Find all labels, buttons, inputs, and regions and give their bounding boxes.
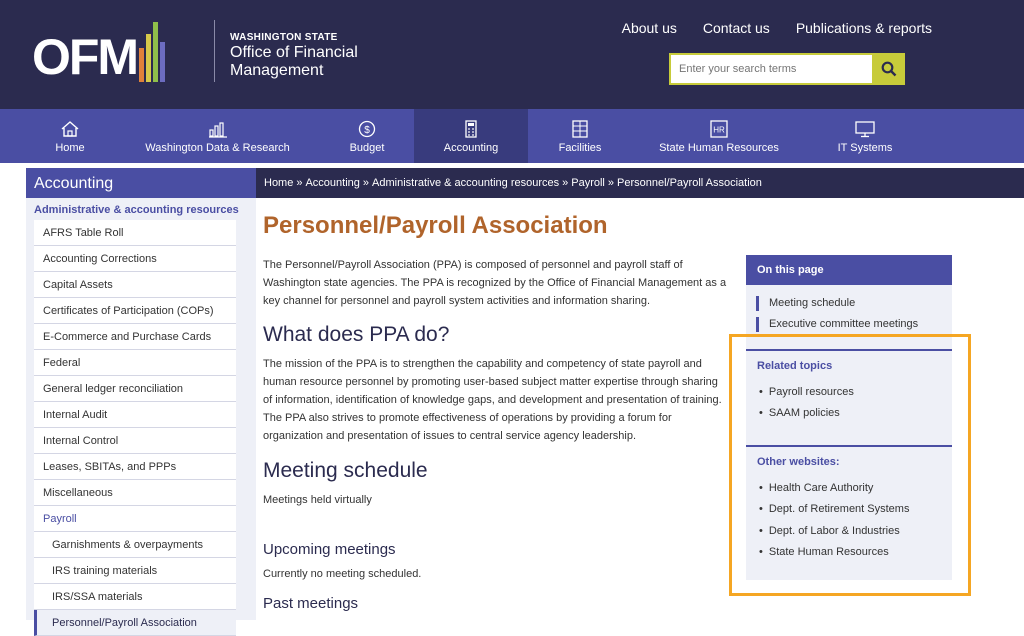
sidebar-subitem[interactable]: Garnishments & overpayments (34, 532, 236, 558)
other-website-link[interactable]: • Dept. of Labor & Industries (759, 525, 900, 537)
sidebar-subitem-current[interactable]: Personnel/Payroll Association (34, 610, 236, 636)
heading-meeting-schedule: Meeting schedule (263, 459, 428, 482)
other-website-link[interactable]: • Health Care Authority (759, 482, 873, 494)
calculator-icon (461, 120, 481, 138)
building-icon (570, 120, 590, 138)
top-links (622, 20, 932, 36)
ofm-logo[interactable] (32, 20, 167, 85)
mission-line: of information, identification of knowledge gaps, and development and presentation of training. (263, 394, 722, 406)
search-input[interactable] (669, 53, 872, 85)
breadcrumb-current: Personnel/Payroll Association (617, 177, 762, 189)
sidebar-item[interactable]: Accounting Corrections (34, 246, 236, 272)
bar-chart-icon (208, 120, 228, 138)
sidebar-item[interactable]: Capital Assets (34, 272, 236, 298)
nav-accounting[interactable] (414, 109, 528, 163)
monitor-icon (855, 120, 875, 138)
nav-facilities[interactable] (528, 109, 632, 163)
mission-line: human resource personnel by promoting user-based subject matter expertise through sharing (263, 376, 718, 388)
nav-hr-label: State Human Resources (659, 142, 779, 154)
breadcrumb-home[interactable]: Home (264, 177, 294, 189)
sidebar-item-payroll[interactable]: Payroll (34, 506, 236, 532)
breadcrumb: Home » Accounting » Administrative & accounting resources » Payroll » Personnel/Payroll Association (256, 168, 1024, 198)
hr-icon (709, 120, 729, 138)
sidebar (26, 198, 256, 629)
nav-home-label: Home (55, 142, 85, 154)
nav-home[interactable] (40, 109, 100, 163)
intro-line: The Personnel/Payroll Association (PPA) is composed of personnel and payroll staff of (263, 259, 683, 271)
on-this-page-link[interactable]: Executive committee meetings (756, 317, 918, 332)
publications-link[interactable]: Publications & reports (795, 20, 932, 36)
sidebar-item[interactable]: Leases, SBITAs, and PPPs (34, 454, 236, 480)
sidebar-item[interactable]: Federal (34, 350, 236, 376)
heading-past-meetings: Past meetings (263, 595, 359, 612)
sidebar-list (34, 220, 236, 636)
agency-state-label: WASHINGTON STATE (230, 32, 338, 43)
on-this-page-heading: On this page (746, 255, 952, 285)
meeting-text: Meetings held virtually (263, 494, 372, 506)
svg-text:HR: HR (713, 125, 725, 135)
sidebar-item[interactable]: E-Commerce and Purchase Cards (34, 324, 236, 350)
nav-data-research[interactable] (130, 109, 305, 163)
sidebar-item[interactable]: General ledger reconciliation (34, 376, 236, 402)
sidebar-item[interactable]: Miscellaneous (34, 480, 236, 506)
search-button[interactable] (872, 53, 905, 85)
heading-upcoming-meetings: Upcoming meetings (263, 541, 396, 558)
home-icon (60, 120, 80, 138)
related-topic-link[interactable]: • SAAM policies (759, 407, 840, 419)
other-website-link[interactable]: • Dept. of Retirement Systems (759, 503, 909, 515)
agency-name-line1: Office of Financial (230, 44, 358, 61)
breadcrumb-admin-resources[interactable]: Administrative & accounting resources (372, 177, 560, 189)
agency-name-line2: Management (230, 62, 324, 79)
nav-budget[interactable] (322, 109, 412, 163)
sidebar-section-heading[interactable]: Administrative & accounting resources (34, 204, 239, 216)
mission-line: organization and presentation of issues to central service agency leadership. (263, 430, 637, 442)
mission-line: The mission of the PPA is to strengthen the capability and competency of state payroll and (263, 358, 702, 370)
related-topic-link[interactable]: • Payroll resources (759, 386, 854, 398)
other-websites-heading: Other websites: (757, 456, 840, 468)
intro-line: Washington state agencies. The PPA is recognized by the Office of Financial Management as a (263, 277, 727, 289)
sidebar-subitem[interactable]: IRS/SSA materials (34, 584, 236, 610)
dollar-icon (357, 120, 377, 138)
sidebar-item[interactable]: AFRS Table Roll (34, 220, 236, 246)
site-header (0, 0, 1024, 109)
nav-it-label: IT Systems (837, 142, 893, 154)
mission-line: The PPA also strives to promote effectiveness of operations by providing a forum for (263, 412, 672, 424)
sidebar-item[interactable]: Certificates of Participation (COPs) (34, 298, 236, 324)
related-topics-heading: Related topics (757, 360, 833, 372)
nav-facilities-label: Facilities (558, 142, 602, 154)
logo-divider (214, 20, 215, 82)
heading-what-ppa-does: What does PPA do? (263, 323, 450, 346)
nav-it-systems[interactable] (815, 109, 915, 163)
about-us-link[interactable]: About us (621, 20, 677, 36)
logo-text: OFM (32, 29, 138, 85)
breadcrumb-payroll[interactable]: Payroll (571, 177, 605, 189)
highlight-box (729, 334, 971, 596)
page-title: Personnel/Payroll Association (263, 212, 608, 239)
logo-bars-icon (139, 22, 167, 82)
on-this-page-link[interactable]: Meeting schedule (756, 296, 855, 311)
breadcrumb-accounting[interactable]: Accounting (305, 177, 360, 189)
sidebar-item[interactable]: Internal Control (34, 428, 236, 454)
sidebar-subitem[interactable]: IRS training materials (34, 558, 236, 584)
main-nav (0, 109, 1024, 163)
upcoming-text: Currently no meeting scheduled. (263, 568, 422, 580)
svg-text:$: $ (364, 125, 370, 136)
search-icon (881, 61, 897, 77)
contact-us-link[interactable]: Contact us (702, 20, 770, 36)
nav-state-hr[interactable] (648, 109, 790, 163)
intro-line: key channel for personnel and payroll system activities and information sharing. (263, 295, 651, 307)
other-website-link[interactable]: • State Human Resources (759, 546, 889, 558)
sidebar-title: Accounting (26, 168, 256, 198)
nav-data-label: Washington Data & Research (145, 142, 290, 154)
nav-budget-label: Budget (349, 142, 385, 154)
search-form (669, 53, 905, 85)
nav-accounting-label: Accounting (443, 142, 499, 154)
sidebar-item[interactable]: Internal Audit (34, 402, 236, 428)
